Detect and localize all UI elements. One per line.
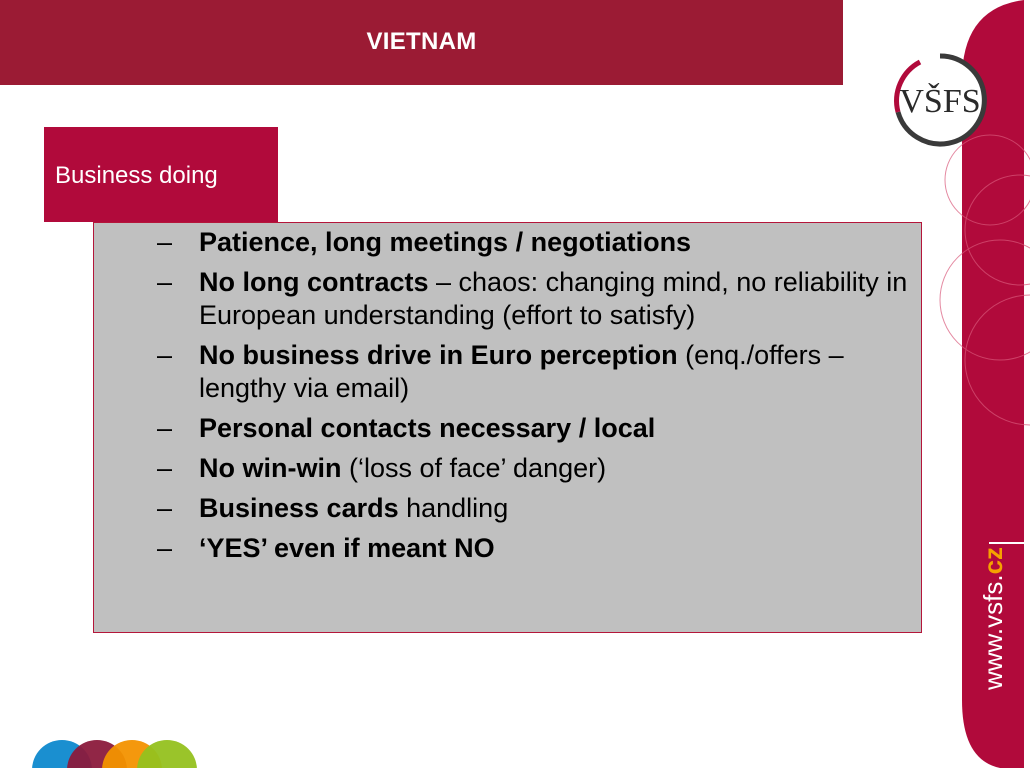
url-main: www.vsfs. — [978, 574, 1008, 690]
bullet-bold-text: Business cards — [199, 493, 399, 523]
content-box — [93, 222, 922, 633]
section-tab — [44, 127, 278, 222]
svg-text:www.vsfs.cz — [978, 547, 1008, 691]
bullet-item — [149, 412, 909, 445]
decorative-circles — [32, 738, 202, 768]
bullet-dash: – — [157, 533, 173, 563]
bullet-dash: – — [157, 340, 173, 370]
slide-title: VIETNAM — [366, 28, 477, 55]
bullet-dash: – — [157, 493, 173, 523]
bullet-bold-text: No business drive in Euro perception — [199, 340, 678, 370]
bullet-bold-text: No long contracts — [199, 267, 429, 297]
bullet-text: (enq./offers – lengthy via email) — [199, 340, 844, 403]
bullet-item — [149, 266, 909, 332]
bullet-item — [149, 452, 909, 485]
bullet-bold-text: ‘YES’ even if meant NO — [199, 533, 495, 563]
bullet-item — [149, 492, 909, 525]
bullet-item — [149, 339, 909, 405]
url-tld: cz — [978, 546, 1008, 575]
bullet-item — [149, 532, 909, 565]
bullet-bold-text: Patience, long meetings / negotiations — [199, 227, 692, 257]
bullet-text: handling — [398, 493, 509, 523]
bullet-dash: – — [157, 453, 173, 483]
bullet-dash: – — [157, 227, 173, 257]
bullet-bold-text: Personal contacts necessary / local — [199, 413, 656, 443]
bullet-text: – chaos: changing mind, no reliability in European understanding (effort to satisfy) — [199, 267, 908, 330]
section-label: Business doing — [55, 162, 218, 189]
bullet-text: (‘loss of face’ danger) — [341, 453, 607, 483]
bullet-dash: – — [157, 267, 173, 297]
logo-text: VŠFS — [899, 83, 981, 120]
vsfs-logo — [890, 50, 990, 150]
bullet-list — [149, 223, 909, 565]
website-url — [970, 546, 1030, 692]
bullet-bold-text: No win-win — [199, 453, 342, 483]
url-divider — [989, 542, 1024, 544]
bullet-dash: – — [157, 413, 173, 443]
bullet-item — [149, 226, 909, 259]
